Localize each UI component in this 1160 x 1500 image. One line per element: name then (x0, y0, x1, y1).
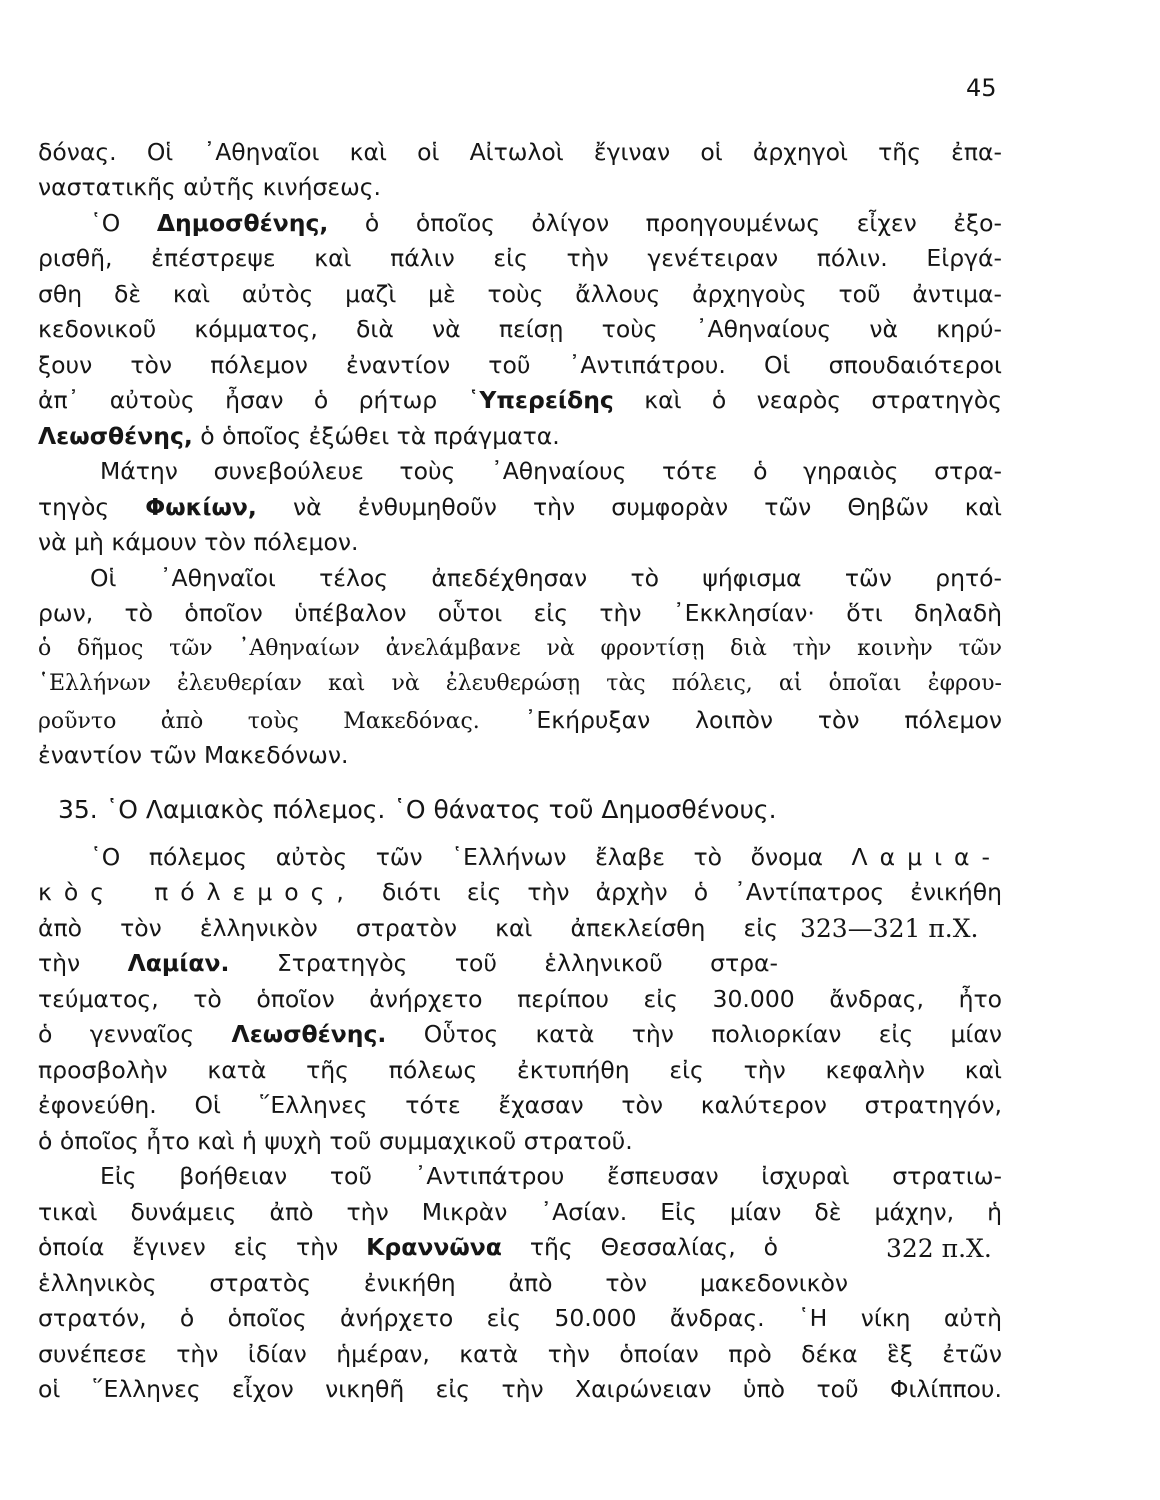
text-line: προσβολὴν κατὰ τῆς πόλεως ἐκτυπήθη εἰς τὴν κεφαλὴν καὶ (38, 1056, 1002, 1084)
text-line: ἀπ᾿ αὐτοὺς ἦσαν ὁ ρήτωρ ῾Υπερείδης καὶ ὁ νεαρὸς στρατηγὸς (38, 386, 1002, 414)
text-line: ροῦντο ἀπὸ τοὺς Μακεδόνας. ᾿Εκήρυξαν λοιπὸν τὸν πόλεμον (38, 706, 1002, 734)
text-line: δόνας. Οἱ ᾿Αθηναῖοι καὶ οἱ Αἰτωλοὶ ἔγιναν οἱ ἀρχηγοὶ τῆς ἐπα- (38, 138, 1002, 166)
text-line: Οἱ ᾿Αθηναῖοι τέλος ἀπεδέχθησαν τὸ ψήφισμα τῶν ρητό- (90, 564, 1002, 592)
text-line: ἐναντίον τῶν Μακεδόνων. (38, 741, 349, 769)
margin-date: 323—321 π.Χ. (800, 914, 979, 943)
text-line: τικαὶ δυνάμεις ἀπὸ τὴν Μικρὰν ᾿Ασίαν. Εἰς μίαν δὲ μάχην, ἡ (38, 1198, 1002, 1226)
text-line: τηγὸς Φωκίων, νὰ ἐνθυμηθοῦν τὴν συμφορὰν τῶν Θηβῶν καὶ (38, 493, 1002, 521)
text-line: ὁ δῆμος τῶν ᾿Αθηναίων ἀνελάμβανε νὰ φροντίσῃ διὰ τὴν κοινὴν τῶν (38, 636, 1002, 661)
text-line: ῾Ο Δημοσθένης, ὁ ὁποῖος ὀλίγον προηγουμένως εἶχεν ἐξο- (90, 209, 1002, 237)
text-line: Εἰς βοήθειαν τοῦ ᾿Αντιπάτρου ἔσπευσαν ἰσχυραὶ στρατιω- (100, 1162, 1002, 1190)
text-line: τὴν Λαμίαν. Στρατηγὸς τοῦ ἑλληνικοῦ στρα- (38, 949, 779, 977)
text-line: οἱ ῞Ελληνες εἶχον νικηθῆ εἰς τὴν Χαιρώνειαν ὑπὸ τοῦ Φιλίππου. (38, 1375, 1002, 1403)
text-line: ἀπὸ τὸν ἑλληνικὸν στρατὸν καὶ ἀπεκλείσθη εἰς (38, 914, 778, 942)
text-line: ὁποία ἔγινεν εἰς τὴν Κραννῶνα τῆς Θεσσαλίας, ὁ (38, 1233, 778, 1261)
text-line: κεδονικοῦ κόμματος, διὰ νὰ πείσῃ τοὺς ᾿Αθηναίους νὰ κηρύ- (38, 315, 1002, 343)
text-line: Μάτην συνεβούλευε τοὺς ᾿Αθηναίους τότε ὁ γηραιὸς στρα- (100, 457, 1002, 485)
section-heading: 35. ῾Ο Λαμιακὸς πόλεμος. ῾Ο θάνατος τοῦ Δημοσθένους. (58, 795, 777, 824)
text-line: ναστατικῆς αὐτῆς κινήσεως. (38, 173, 382, 201)
text-line: ὁ ὁποῖος ἦτο καὶ ἡ ψυχὴ τοῦ συμμαχικοῦ στρατοῦ. (38, 1127, 633, 1155)
text-line: ἐφονεύθη. Οἱ ῞Ελληνες τότε ἔχασαν τὸν καλύτερον στρατηγόν, (38, 1091, 1002, 1119)
text-line: ἑλληνικὸς στρατὸς ἐνικήθη ἀπὸ τὸν μακεδονικὸν (38, 1269, 848, 1297)
text-line: στρατόν, ὁ ὁποῖος ἀνήρχετο εἰς 50.000 ἄνδρας. ῾Η νίκη αὐτὴ (38, 1304, 1002, 1332)
text-line: ξουν τὸν πόλεμον ἐναντίον τοῦ ᾿Αντιπάτρου. Οἱ σπουδαιότεροι (38, 351, 1002, 379)
text-line: ῾Ο πόλεμος αὐτὸς τῶν ῾Ελλήνων ἔλαβε τὸ ὄνομα Λαμια- (90, 843, 1002, 871)
text-line: κὸς πόλεμος, διότι εἰς τὴν ἀρχὴν ὁ ᾿Αντίπατρος ἐνικήθη (38, 878, 1002, 906)
text-line: ρισθῆ, ἐπέστρεψε καὶ πάλιν εἰς τὴν γενέτειραν πόλιν. Εἰργά- (38, 244, 1002, 272)
text-line: ὁ γενναῖος Λεωσθένης. Οὗτος κατὰ τὴν πολιορκίαν εἰς μίαν (38, 1020, 1002, 1048)
text-line: Λεωσθένης, ὁ ὁποῖος ἐξώθει τὰ πράγματα. (38, 422, 560, 450)
text-line: συνέπεσε τὴν ἰδίαν ἡμέραν, κατὰ τὴν ὁποίαν πρὸ δέκα ἓξ ἐτῶν (38, 1340, 1002, 1368)
text-line: σθη δὲ καὶ αὐτὸς μαζὶ μὲ τοὺς ἄλλους ἀρχηγοὺς τοῦ ἀντιμα- (38, 280, 1002, 308)
text-line: ῾Ελλήνων ἐλευθερίαν καὶ νὰ ἐλευθερώσῃ τὰς πόλεις, αἱ ὁποῖαι ἐφρου- (38, 671, 1002, 696)
margin-date: 322 π.Χ. (886, 1234, 992, 1263)
text-line: τεύματος, τὸ ὁποῖον ἀνήρχετο περίπου εἰς 30.000 ἄνδρας, ἦτο (38, 985, 1002, 1013)
text-line: ρων, τὸ ὁποῖον ὑπέβαλον οὗτοι εἰς τὴν ᾿Εκκλησίαν· ὅτι δηλαδὴ (38, 599, 1002, 627)
page-number: 45 (966, 74, 997, 102)
text-line: νὰ μὴ κάμουν τὸν πόλεμον. (38, 528, 359, 556)
